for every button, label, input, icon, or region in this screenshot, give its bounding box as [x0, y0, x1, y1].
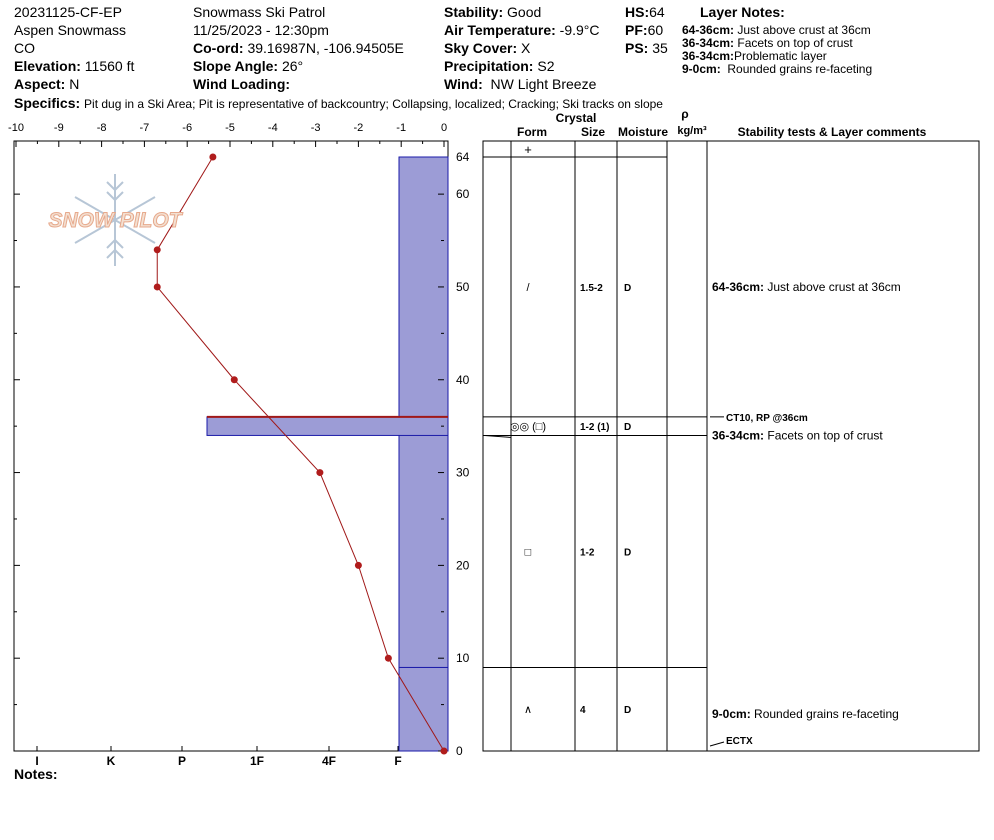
depth-tick-label: 60: [456, 187, 470, 202]
stability-value: Good: [507, 4, 542, 20]
depth-tick-label: 10: [456, 651, 470, 666]
surface-form-symbol: +: [524, 142, 532, 157]
temperature-point: [231, 376, 238, 383]
specifics-label: Specifics:: [14, 95, 81, 111]
temp-tick-label: -5: [225, 122, 235, 134]
precip-value: S2: [537, 58, 555, 74]
snowpilot-logo: [49, 174, 184, 266]
layer-note: 36-34cm: Facets on top of crust: [682, 36, 853, 50]
temperature-point: [316, 469, 323, 476]
ps-value: 35: [652, 40, 668, 56]
ps-label: PS:: [625, 40, 649, 56]
observer: Snowmass Ski Patrol: [193, 4, 326, 20]
temp-tick-label: 0: [440, 122, 448, 134]
layer-comment: [712, 707, 899, 721]
column-header-crystal: Crystal: [555, 111, 597, 125]
stability-label: Stability:: [444, 4, 504, 20]
state: CO: [14, 40, 35, 56]
coord-label: Co-ord:: [193, 40, 244, 56]
layer-comment-text: Just above crust at 36cm: [767, 279, 901, 294]
depth-tick-label: 50: [456, 279, 470, 294]
stability-test: CT10, RP @36cm: [726, 412, 808, 424]
temp-tick-label: -1: [396, 122, 407, 134]
sky-label: Sky Cover:: [444, 40, 518, 56]
hardness-tick-label: I: [35, 754, 39, 768]
temp-tick-label: -3: [310, 122, 321, 134]
column-header-form: Form: [517, 125, 547, 139]
temp-tick-label: -2: [353, 122, 364, 134]
hardness-bar: [207, 417, 448, 436]
coord-value: 39.16987N, -106.94505E: [247, 40, 404, 56]
depth-tick-label: 40: [456, 372, 470, 387]
hs-label: HS:: [625, 4, 650, 20]
pf-label: PF:: [625, 22, 648, 38]
moisture-code: D: [624, 422, 632, 434]
hardness-bar: [399, 667, 448, 751]
grain-form-symbol: /: [526, 281, 530, 294]
grain-size: 4: [580, 705, 586, 717]
notes-label: Notes:: [14, 766, 58, 782]
moisture-code: D: [624, 282, 632, 294]
layer-table-frame: [483, 141, 979, 751]
wind-value: NW Light Breeze: [490, 76, 597, 92]
elevation-label: Elevation:: [14, 58, 81, 74]
layer-comment-text: Facets on top of crust: [767, 428, 883, 443]
air-temp-label: Air Temperature:: [444, 22, 556, 38]
pit-id: 20231125-CF-EP: [14, 4, 122, 20]
column-header-moisture: Moisture: [617, 125, 669, 139]
depth-tick-label: 30: [456, 465, 470, 480]
depth-tick-label: 20: [456, 558, 470, 573]
specifics-value: Pit dug in a Ski Area; Pit is representative of backcountry; Collapsing, localized; Cracking; Ski tracks on slope: [84, 97, 663, 111]
temp-tick-label: -7: [139, 122, 150, 134]
temperature-point: [154, 283, 161, 290]
temperature-point: [441, 748, 448, 755]
temp-tick-label: -8: [96, 122, 107, 134]
grain-size: 1-2: [580, 547, 595, 559]
column-header-rho: ρ: [681, 107, 689, 121]
air-temp-value: -9.9°C: [559, 22, 600, 38]
layer-comment: [712, 428, 883, 442]
column-header-size: Size: [580, 125, 606, 139]
test-arrow: [710, 742, 724, 746]
layer-notes-title: Layer Notes:: [700, 4, 785, 20]
column-header-density-unit: kg/m³: [677, 125, 707, 137]
temperature-point: [355, 562, 362, 569]
temperature-point: [385, 655, 392, 662]
grain-form-symbol: ∧: [523, 704, 533, 717]
wind-loading-label: Wind Loading:: [193, 76, 291, 92]
column-header-comments: Stability tests & Layer comments: [737, 125, 927, 139]
layer-comment: [712, 280, 901, 294]
precip-label: Precipitation:: [444, 58, 534, 74]
layer-comment-range: 9-0cm:: [712, 706, 755, 721]
grain-size: 1-2 (1): [580, 422, 610, 434]
temperature-point: [209, 154, 216, 161]
hardness-bar: [399, 157, 448, 667]
layer-table-panel: [483, 107, 979, 751]
pf-value: 60: [647, 22, 664, 38]
slope-value: 26°: [281, 58, 304, 74]
temp-tick-label: -9: [53, 122, 64, 134]
moisture-code: D: [624, 547, 632, 559]
hs-value: 64: [649, 4, 665, 20]
hardness-tick-label: K: [106, 754, 116, 768]
plot-frame: [14, 141, 448, 751]
layer-note: 9-0cm: Rounded grains re-faceting: [682, 62, 873, 76]
grain-size: 1.5-2: [580, 282, 603, 294]
hardness-tick-label: P: [177, 754, 187, 768]
aspect-value: N: [69, 76, 80, 92]
temp-tick-label: -4: [267, 122, 278, 134]
slope-label: Slope Angle:: [193, 58, 279, 74]
wind-label: Wind:: [444, 76, 483, 92]
hardness-tick-label: 4F: [321, 754, 337, 768]
aspect-label: Aspect:: [14, 76, 66, 92]
elevation-value: 11560 ft: [84, 58, 135, 74]
stability-test: ECTX: [726, 736, 753, 747]
layer-comment-text: Rounded grains re-faceting: [754, 706, 899, 721]
hardness-tick-label: F: [394, 754, 402, 768]
temp-tick-label: -10: [8, 122, 24, 134]
logo-text: SNOW PILOT: [48, 209, 182, 232]
temperature-point: [154, 246, 161, 253]
hardness-tick-label: 1F: [249, 754, 265, 768]
layer-comment-range: 64-36cm:: [712, 279, 768, 294]
grain-form-symbol: ◎◎ (□): [509, 421, 547, 434]
layer-comment-range: 36-34cm:: [712, 428, 768, 443]
layer-note: 36-34cm:Problematic layer: [682, 49, 827, 63]
layer-note: 64-36cm: Just above crust at 36cm: [682, 23, 871, 37]
temp-tick-label: -6: [182, 122, 193, 134]
moisture-code: D: [624, 705, 632, 717]
sky-value: X: [521, 40, 531, 56]
location: Aspen Snowmass: [14, 22, 127, 38]
datetime: 11/25/2023 - 12:30pm: [193, 22, 329, 38]
depth-tick-label: 0: [456, 744, 463, 758]
grain-form-symbol: □: [524, 546, 532, 559]
depth-tick-label: 64: [456, 150, 470, 164]
